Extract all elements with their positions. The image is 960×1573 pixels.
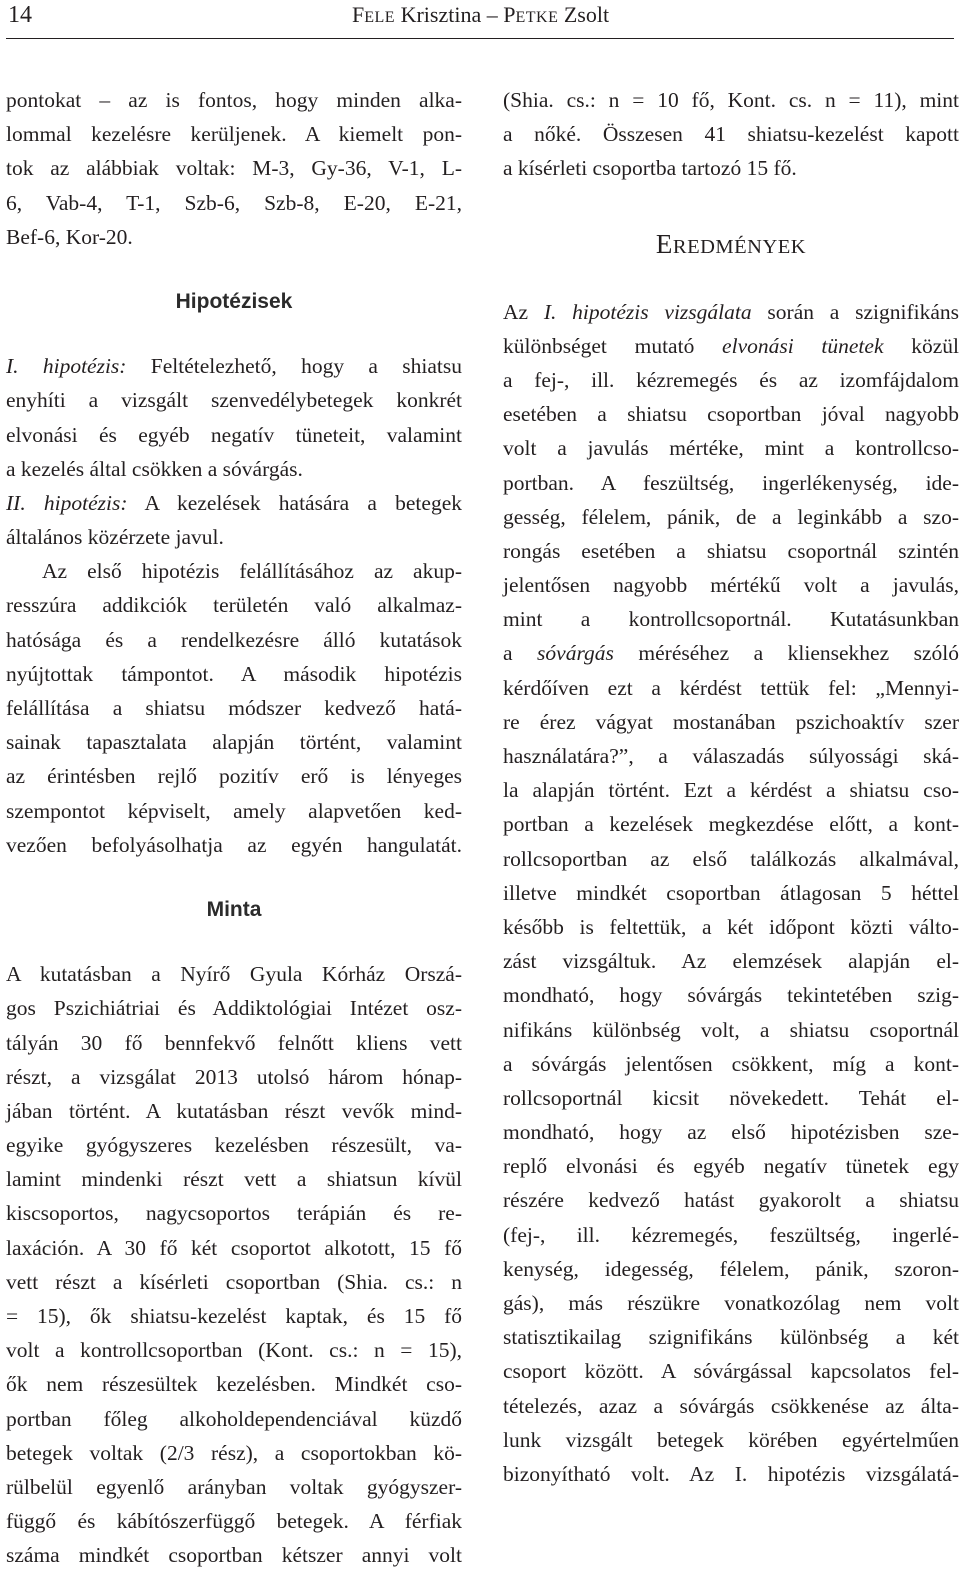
text-line: az érintésben rejlő pozitív erő is lényeges — [6, 764, 462, 789]
text-line: (Shia. cs.: n = 10 fő, Kont. cs. n = 11), mint — [503, 88, 959, 112]
page-number: 14 — [8, 2, 32, 28]
author1-initial: F — [352, 2, 365, 27]
text-line: lunk vizsgált betegek körében egyértelműen — [503, 1427, 959, 1452]
text-line: mondható, hogy sóvárgás tekintetében szig- — [503, 983, 959, 1008]
text-line: a nőké. Összesen 41 shiatsu-kezelést kapott — [503, 122, 959, 147]
hypothesis-1 — [6, 349, 462, 486]
text-line: volt a kontrollcsoportban (Kont. cs.: n = 15), — [6, 1338, 462, 1363]
text-line: A kutatásban a Nyírő Gyula Kórház Orszá- — [6, 962, 462, 987]
text-line: portban főleg alkoholdependenciával küzdő — [6, 1406, 462, 1431]
running-head-authors — [352, 1, 609, 32]
text-line: hatósága és a rendelkezésre álló kutatások — [6, 627, 462, 652]
text-line: pontokat – az is fontos, hogy minden alka- — [6, 88, 462, 112]
text-line: rollcsoportban az első találkozás alkalmával, — [503, 846, 959, 871]
author2-surname-rest: ETKE — [515, 9, 559, 26]
section-heading-minta: Minta — [206, 897, 262, 921]
text-line: részt, a vizsgálat 2013 utolsó három hónap- — [6, 1064, 462, 1089]
text-line: lommal kezelésre kerüljenek. A kiemelt pon- — [6, 122, 462, 147]
text-line: száma mindkét csoportban kétszer annyi volt — [6, 1543, 462, 1568]
text-line: portban a kezelések megkezdése előtt, a kont- — [503, 812, 959, 837]
text-line: replő elvonási és egyéb negatív tünetek egy — [503, 1154, 959, 1179]
text-line: enyhíti a vizsgált szenvedélybetegek konkrét — [6, 388, 462, 413]
left-column — [6, 83, 462, 1573]
text-line: egyike gyógyszeres kezelésben részesült, va- — [6, 1133, 462, 1158]
page-header — [6, 0, 954, 34]
text-line: tályán 30 fő bennfekvő felnőtt kliens vett — [6, 1030, 462, 1055]
text-line: la alapján történt. Ezt a kérdést a shiatsu cso- — [503, 778, 959, 803]
text-line: ők nem részesültek kezelésben. Mindkét cso- — [6, 1372, 462, 1397]
paragraph-points — [6, 83, 462, 254]
text-line: csoport között. A sóvárgással kapcsolatos fel- — [503, 1359, 959, 1384]
text-line: jában történt. A kutatásban részt vevők mind- — [6, 1098, 462, 1123]
author2-given: Zsolt — [563, 2, 610, 27]
text-line: re érez vágyat mostanában pszichoaktív szer — [503, 709, 959, 734]
text-line: esetében a shiatsu csoportban jóval nagyobb — [503, 402, 959, 427]
text-line: Az első hipotézis felállításához az akup- — [42, 559, 462, 584]
text-line: laxáción. A 30 fő két csoportot alkotott, 15 fő — [6, 1235, 462, 1260]
section-heading-eredmenyek: EREDMÉNYEK — [655, 228, 807, 259]
text-line: vezően befolyásolhatja az egyén hangulatát. — [6, 832, 462, 857]
text-line: vett részt a kísérleti csoportban (Shia. cs.: n — [6, 1269, 462, 1294]
text-line: I. hipotézis: Feltételezhető, hogy a shiatsu — [6, 354, 462, 379]
text-line: = 15), ők shiatsu-kezelést kaptak, és 15 fő — [6, 1304, 462, 1328]
text-line: lamint mindenki részt vett a shiatsun kívül — [6, 1167, 462, 1192]
text-line: felállítása a shiatsu módszer kedvező hatá- — [6, 696, 462, 720]
text-line: mint a kontrollcsoportnál. Kutatásunkban — [503, 607, 959, 632]
text-line: sainak tapasztalata alapján történt, valamint — [6, 730, 462, 755]
right-column — [503, 83, 959, 1491]
text-line: Az I. hipotézis vizsgálata során a szignifikáns — [503, 299, 959, 324]
author2-initial: P — [503, 2, 516, 27]
text-line: portban. A feszültség, ingerlékenység, ide- — [503, 470, 959, 495]
text-line: gesség, félelem, pánik, de a leginkább a szo- — [503, 504, 959, 529]
paragraph-results — [503, 295, 959, 1492]
hypothesis-2 — [6, 486, 462, 554]
text-line: nyújtottak támpontot. A második hipotézis — [6, 661, 462, 686]
author1-surname-rest: ELE — [364, 9, 396, 26]
hypothesis-1-label: I. hipotézis: — [6, 354, 127, 379]
text-line: a sóvárgás méréséhez a kliensekhez szóló — [503, 641, 960, 666]
text-line: betegek voltak (2/3 rész), a csoportokban kö- — [6, 1440, 462, 1465]
paragraph-gender — [503, 83, 959, 186]
author1-given: Krisztina — [400, 2, 482, 27]
text-line: tételezés, azaz a sóvárgás csökkenése az álta- — [503, 1393, 959, 1418]
text-line: rongás esetében a shiatsu csoportnál szintén — [503, 538, 959, 563]
text-line: illetve mindkét csoportban átlagosan 5 héttel — [503, 880, 959, 905]
paragraph-sample — [6, 957, 462, 1572]
text-line: a sóvárgás jelentősen csökkent, míg a kont- — [503, 1051, 959, 1076]
text-line: általános közérzete javul. — [6, 525, 224, 550]
text-line: statisztikailag szignifikáns különbség a két — [503, 1325, 959, 1350]
header-rule — [6, 38, 954, 39]
text-line: rollcsoportnál kicsit növekedett. Tehát el- — [503, 1085, 959, 1110]
text-line: resszúra addikciók területén való alkalmaz- — [6, 593, 462, 618]
text-line: szempontot képviselt, amely alapvetően ked- — [6, 798, 462, 823]
text-line: elvonási és egyéb negatív tüneteit, valamint — [6, 422, 462, 447]
text-line: kenység, idegesség, félelem, pánik, szoron- — [503, 1256, 959, 1281]
paragraph-rationale — [6, 554, 462, 862]
text-line: Bef-6, Kor-20. — [6, 224, 133, 249]
text-line: mondható, hogy az első hipotézisben sze- — [503, 1120, 959, 1145]
text-line: a kísérleti csoportba tartozó 15 fő. — [503, 156, 797, 181]
text-line: később is feltettük, a két időpont közti válto- — [503, 914, 959, 939]
text-line: rülbelül egyenlő arányban voltak gyógyszer- — [6, 1474, 462, 1499]
text-line: II. hipotézis: A kezelések hatására a betegek — [6, 490, 462, 515]
text-line: jelentősen nagyobb mértékű volt a javulás, — [503, 573, 959, 598]
text-line: a kezelés által csökken a sóvárgás. — [6, 456, 303, 481]
text-line: kérdőíven ezt a kérdést tettük fel: „Mennyi- — [503, 675, 959, 700]
text-line: a fej-, ill. kézremegés és az izomfájdalom — [503, 367, 959, 392]
text-line: bizonyítható volt. Az I. hipotézis vizsgálatá- — [503, 1461, 959, 1486]
text-line: használatára?”, a válaszadás súlyossági ská- — [503, 744, 959, 768]
text-line: volt a javulás mértéke, mint a kontrollcso- — [503, 436, 959, 461]
text-line: (fej-, ill. kézremegés, feszültség, ingerlé- — [503, 1222, 959, 1247]
text-line: 6, Vab-4, T-1, Szb-6, Szb-8, E-20, E-21, — [6, 190, 462, 215]
section-heading-hipotezisek: Hipotézisek — [175, 289, 293, 313]
text-line: tok az alábbiak voltak: M-3, Gy-36, V-1, L- — [6, 156, 462, 181]
text-line: részére kedvező hatást gyakorolt a shiatsu — [503, 1188, 959, 1213]
author-separator: – — [486, 2, 498, 27]
text-line: zást vizsgáltuk. Az elemzések alapján el- — [503, 949, 959, 974]
text-line: gos Pszichiátriai és Addiktológiai Intézet osz- — [6, 996, 462, 1021]
text-line: gás), más részükre vonatkozólag nem volt — [503, 1291, 959, 1315]
text-line: különbséget mutató elvonási tünetek közül — [503, 333, 959, 358]
text-line: függő és kábítószerfüggő betegek. A férfiak — [6, 1509, 462, 1534]
text-line: nifikáns különbség volt, a shiatsu csoportnál — [503, 1017, 959, 1042]
hypothesis-2-label: II. hipotézis: — [6, 490, 128, 515]
text-line: kiscsoportos, nagycsoportos terápián és re- — [6, 1201, 462, 1226]
